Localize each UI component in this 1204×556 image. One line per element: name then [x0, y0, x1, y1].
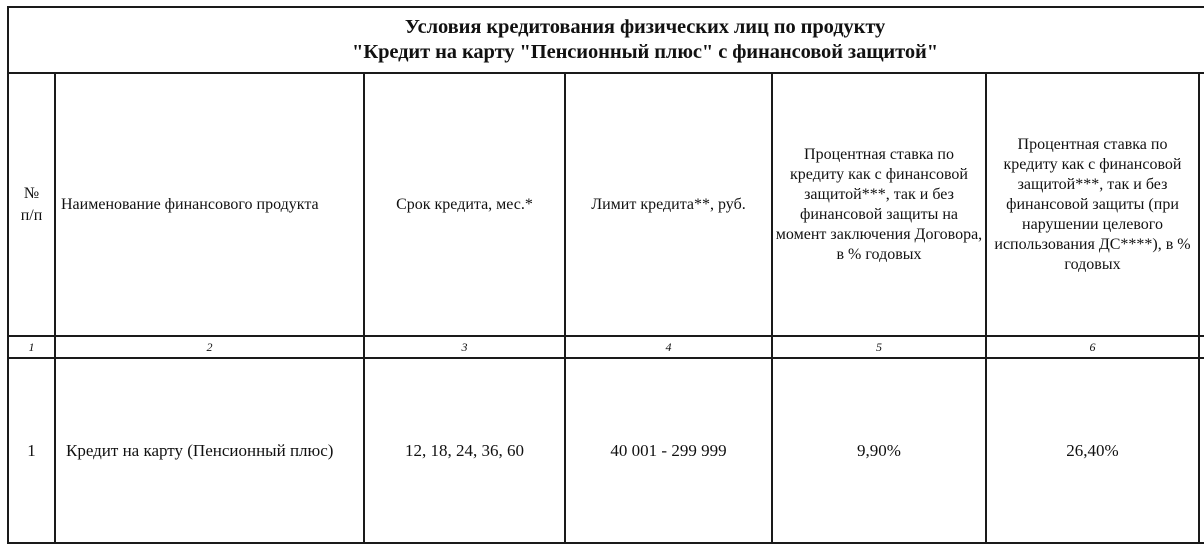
header-extra-column — [1199, 73, 1204, 336]
header-rate-violation-label: Процентная ставка по кредиту как с финансовой защитой***, так и без финансовой защиты (при нарушении целевого использования ДС****), в % годовых — [994, 135, 1191, 273]
header-rate-violation — [986, 73, 1199, 336]
title-line-2: "Кредит на карту "Пенсионный плюс" с финансовой защитой" — [352, 41, 938, 63]
header-limit — [565, 73, 772, 336]
column-number-row — [8, 336, 1204, 358]
header-limit-label: Лимит кредита**, руб. — [591, 195, 746, 213]
header-rate-label: Процентная ставка по кредиту как с финансовой защитой***, так и без финансовой защиты на момент заключения Договора, в % годовых — [775, 145, 983, 263]
row-product-name: Кредит на карту (Пенсионный плюс) — [55, 358, 364, 543]
table-row — [8, 358, 1204, 543]
header-product-name — [55, 73, 364, 336]
header-term-label: Срок кредита, мес.* — [396, 195, 533, 213]
row-extra-cell — [1199, 358, 1204, 543]
column-number: 3 — [364, 336, 565, 358]
column-number: 1 — [8, 336, 55, 358]
header-number-abbr: п/п — [20, 206, 43, 224]
header-term — [364, 73, 565, 336]
row-rate-violation: 26,40% — [986, 358, 1199, 543]
credit-terms-table — [7, 6, 1204, 544]
title-line-1: Условия кредитования физических лиц по продукту — [404, 16, 886, 38]
row-term: 12, 18, 24, 36, 60 — [364, 358, 565, 543]
table-title — [8, 7, 1204, 73]
row-rate: 9,90% — [772, 358, 986, 543]
row-limit: 40 001 - 299 999 — [565, 358, 772, 543]
column-number: 4 — [565, 336, 772, 358]
column-number: 5 — [772, 336, 986, 358]
header-number-symbol: № — [23, 184, 40, 202]
header-number — [8, 73, 55, 336]
header-row — [8, 73, 1204, 336]
column-number: 2 — [55, 336, 364, 358]
header-product-name-label: Наименование финансового продукта — [61, 195, 319, 213]
column-number: 6 — [986, 336, 1199, 358]
title-row — [8, 7, 1204, 73]
column-number-empty — [1199, 336, 1204, 358]
header-rate — [772, 73, 986, 336]
row-number: 1 — [8, 358, 55, 543]
